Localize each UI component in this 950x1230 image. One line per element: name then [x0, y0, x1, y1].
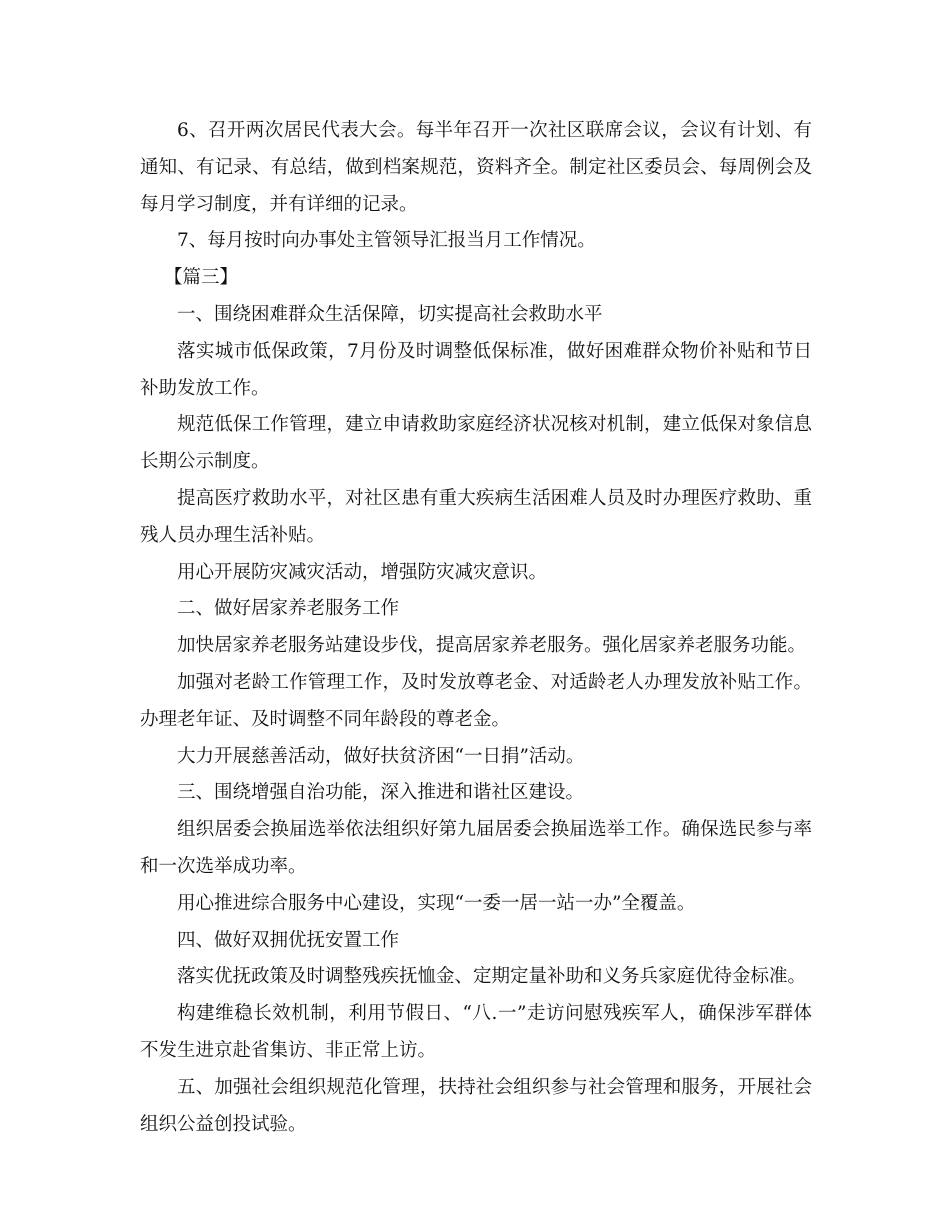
- paragraph-elderly-work: 加强对老龄工作管理工作，及时发放尊老金、对适龄老人办理发放补贴工作。办理老年证、及时调整不同年龄段的尊老金。: [140, 671, 812, 730]
- section-heading-pian-san: 【篇三】: [164, 267, 239, 289]
- paragraph-item-7: 7、每月按时向办事处主管领导汇报当月工作情况。: [177, 230, 596, 252]
- paragraph-elderly-service-station: 加快居家养老服务站建设步伐，提高居家养老服务。强化居家养老服务功能。: [177, 635, 807, 657]
- section-heading-1: 一、围绕困难群众生活保障，切实提高社会救助水平: [177, 303, 603, 325]
- paragraph-low-income-management: 规范低保工作管理，建立申请救助家庭经济状况核对机制，建立低保对象信息长期公示制度。: [140, 414, 812, 473]
- paragraph-medical-aid: 提高医疗救助水平，对社区患有重大疾病生活困难人员及时办理医疗救助、重残人员办理生活补贴。: [140, 487, 812, 546]
- paragraph-stability-mechanism: 构建维稳长效机制，利用节假日、“八.一”走访问慰残疾军人，确保涉军群体不发生进京赴省集访、非正常上访。: [140, 1003, 812, 1061]
- section-heading-2: 二、做好居家养老服务工作: [177, 598, 400, 620]
- paragraph-disaster-prevention: 用心开展防灾减灾活动，增强防灾减灾意识。: [177, 561, 548, 583]
- paragraph-service-center: 用心推进综合服务中心建设，实现“一委一居一站一办”全覆盖。: [177, 892, 696, 914]
- paragraph-low-income-policy: 落实城市低保政策，7月份及时调整低保标准，做好困难群众物价补贴和节日补助发放工作。: [140, 340, 812, 399]
- paragraph-election: 组织居委会换届选举依法组织好第九届居委会换届选举工作。确保选民参与率和一次选举成功率。: [140, 819, 812, 877]
- document-body: [140, 113, 812, 1143]
- paragraph-preferential-policy: 落实优抚政策及时调整残疾抚恤金、定期定量补助和义务兵家庭优待金标准。: [177, 966, 807, 988]
- paragraph-item-6: 6、召开两次居民代表大会。每半年召开一次社区联席会议，会议有计划、有通知、有记录、有总结，做到档案规范，资料齐全。制定社区委员会、每周例会及每月学习制度，并有详细的记录。: [140, 120, 812, 215]
- section-heading-3: 三、围绕增强自治功能，深入推进和谐社区建设。: [177, 782, 585, 804]
- section-heading-5: 五、加强社会组织规范化管理，扶持社会组织参与社会管理和服务，开展社会组织公益创投试验。: [140, 1076, 812, 1135]
- paragraph-charity: 大力开展慈善活动，做好扶贫济困“一日捐”活动。: [177, 745, 585, 767]
- section-heading-4: 四、做好双拥优抚安置工作: [177, 929, 400, 951]
